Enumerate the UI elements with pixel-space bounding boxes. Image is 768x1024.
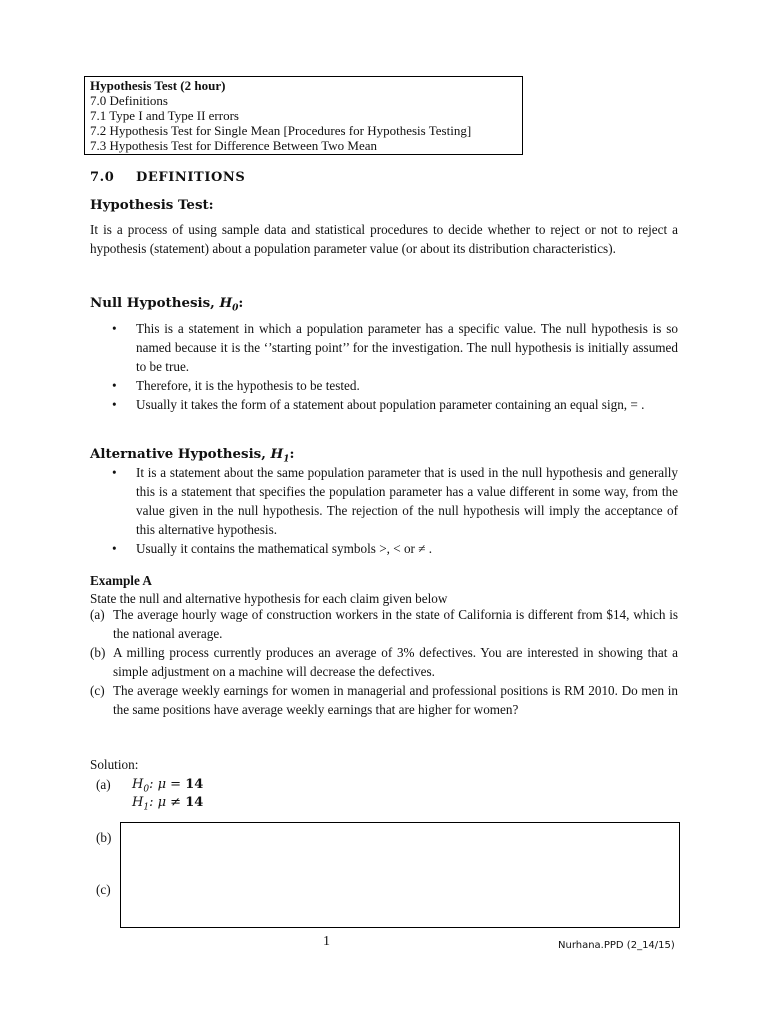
- list-item: (b) A milling process currently produces an average of 3% defectives. You are interested in showing that a simple adjustment on a machine will decrease the defectives.: [90, 645, 678, 679]
- list-item: • Usually it takes the form of a statement about population parameter containing an equal sign, = .: [112, 397, 645, 412]
- hypothesis-test-title: Hypothesis Test:: [90, 197, 214, 213]
- alternative-hypothesis-title: Alternative Hypothesis, $H_1$:: [90, 446, 295, 465]
- list-item: • Therefore, it is the hypothesis to be tested.: [112, 378, 360, 393]
- contents-item: 7.1 Type I and Type II errors: [90, 108, 239, 123]
- section-number: 7.0: [90, 170, 115, 185]
- solution-label-c: (c): [96, 882, 111, 897]
- example-intro: State the null and alternative hypothesis for each claim given below: [90, 591, 448, 606]
- null-hypothesis-title: Null Hypothesis, $H_0$:: [90, 295, 244, 314]
- example-claims: [90, 605, 678, 719]
- solution-title: Solution:: [90, 757, 139, 772]
- contents-title: Hypothesis Test (2 hour): [90, 78, 226, 93]
- footer-author: Nurhana.PPD (2_14/15): [558, 940, 675, 951]
- h1-symbol: $H_1$: [270, 446, 290, 465]
- answer-box: [120, 822, 680, 928]
- page-number: 1: [323, 934, 330, 949]
- contents-item: 7.0 Definitions: [90, 93, 168, 108]
- solution-label-a: (a): [96, 777, 111, 792]
- bullet-icon: •: [112, 378, 117, 393]
- list-item: • This is a statement in which a population parameter has a specific value. The null hypothesis is so named because it is the ‘’starting point’’ for the investigation. The null hypothesis is initially assumed to be true.: [112, 321, 678, 374]
- hypothesis-test-text: It is a process of using sample data and statistical procedures to decide whether to reject or not to reject a hypothesis (statement) about a population parameter value (or about its distribution characteristics).: [90, 222, 678, 256]
- h1-statement: $H_1$: μ ≠ 14: [132, 795, 204, 813]
- h0-symbol: $H_0$: [219, 295, 239, 314]
- section-heading: [90, 168, 245, 187]
- list-item: • It is a statement about the same population parameter that is used in the null hypothesis and generally this is a statement that specifies the population parameter has a value different in some way, from the value given in the null hypothesis. The rejection of the null hypothesis will imply the acceptance of this alternative hypothesis.: [112, 465, 678, 537]
- contents-box: [84, 76, 523, 155]
- bullet-icon: •: [112, 397, 117, 412]
- list-item: (a) The average hourly wage of construction workers in the state of California is different from $14, which is the national average.: [90, 607, 678, 641]
- h0-statement: $H_0$: μ = 14: [132, 777, 204, 795]
- example-title: Example A: [90, 573, 152, 588]
- solution-label-b: (b): [96, 830, 112, 845]
- bullet-icon: •: [112, 541, 117, 556]
- alternative-hypothesis-list: [90, 463, 678, 558]
- bullet-icon: •: [112, 465, 117, 480]
- section-title: DEFINITIONS: [136, 170, 246, 185]
- bullet-icon: •: [112, 321, 117, 336]
- null-hypothesis-list: [90, 319, 678, 414]
- contents-item: 7.2 Hypothesis Test for Single Mean [Procedures for Hypothesis Testing]: [90, 123, 472, 138]
- list-item: • Usually it contains the mathematical symbols >, < or ≠ .: [112, 541, 433, 556]
- contents-item: 7.3 Hypothesis Test for Difference Between Two Mean: [90, 138, 377, 153]
- list-item: (c) The average weekly earnings for women in managerial and professional positions is RM 2010. Do men in the same positions have average weekly earnings that are higher for women?: [90, 683, 678, 717]
